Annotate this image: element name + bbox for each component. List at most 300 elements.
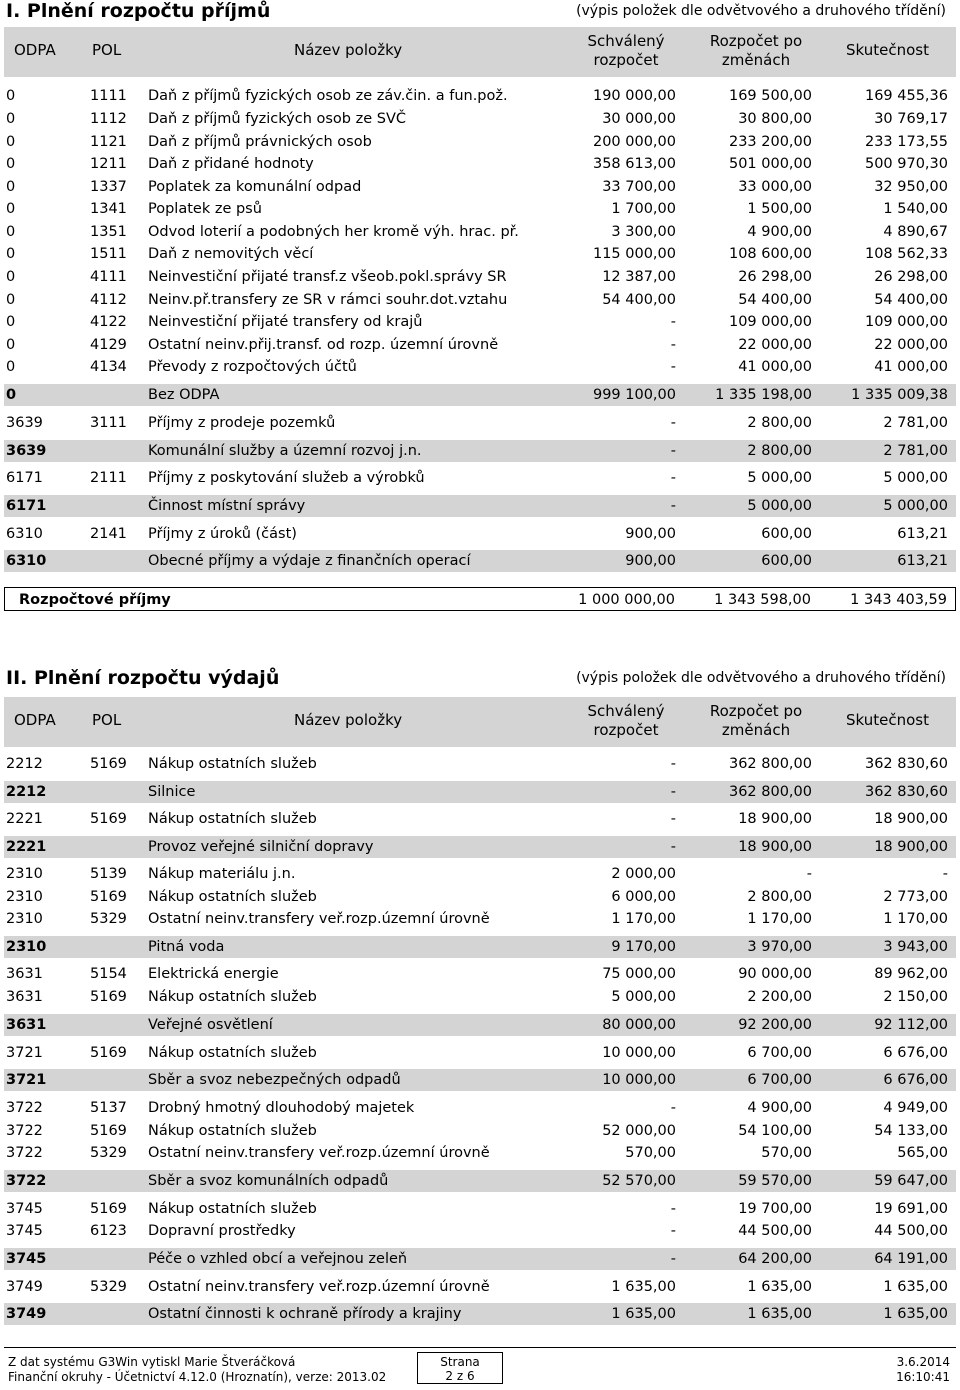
cell-rozpocet: 54 400,00: [738, 292, 812, 308]
table-row: [4, 131, 956, 153]
cell-odpa: 3721: [6, 1072, 47, 1088]
table-row: [4, 863, 956, 885]
cell-schvaleny: -: [670, 1251, 676, 1267]
cell-schvaleny: 9 170,00: [611, 939, 676, 955]
cell-skutecnost: 4 949,00: [883, 1100, 948, 1116]
table-row: [4, 1120, 956, 1142]
cell-schvaleny: -: [670, 470, 676, 486]
cell-rozpocet: 2 800,00: [747, 889, 812, 905]
col-schvaleny: [574, 32, 678, 70]
cell-rozpocet: 3 970,00: [747, 939, 812, 955]
cell-skutecnost: 2 781,00: [883, 443, 948, 459]
cell-pol: 2141: [90, 526, 127, 542]
cell-pol: 1111: [90, 88, 127, 104]
table-row: [4, 243, 956, 265]
cell-skutecnost: 362 830,60: [864, 756, 948, 772]
cell-pol: 5329: [90, 911, 127, 927]
col-schvaleny-line1: Schválený: [587, 32, 665, 50]
income-total-rozpocet: 1 343 598,00: [714, 592, 811, 608]
cell-name: Nákup ostatních služeb: [148, 1123, 317, 1139]
table-total-row: [4, 550, 956, 572]
cell-rozpocet: 92 200,00: [738, 1017, 812, 1033]
section-1-roman: I.: [6, 0, 21, 22]
cell-odpa: 3745: [6, 1251, 47, 1267]
table-row: [4, 334, 956, 356]
cell-skutecnost: 109 000,00: [864, 314, 948, 330]
cell-schvaleny: 52 000,00: [602, 1123, 676, 1139]
cell-skutecnost: 26 298,00: [874, 269, 948, 285]
cell-skutecnost: 1 170,00: [883, 911, 948, 927]
cell-pol: 1337: [90, 179, 127, 195]
cell-odpa: 3639: [6, 415, 43, 431]
table-row: [4, 85, 956, 107]
cell-skutecnost: 613,21: [897, 526, 948, 542]
cell-odpa: 0: [6, 269, 16, 285]
col-name: Název položky: [294, 41, 403, 59]
cell-rozpocet: 44 500,00: [738, 1223, 812, 1239]
cell-schvaleny: 75 000,00: [602, 966, 676, 982]
cell-name: Ostatní činnosti k ochraně přírody a krajiny: [148, 1306, 462, 1322]
cell-rozpocet: 233 200,00: [728, 134, 812, 150]
cell-skutecnost: 19 691,00: [874, 1201, 948, 1217]
cell-pol: 1351: [90, 224, 127, 240]
cell-skutecnost: 2 781,00: [883, 415, 948, 431]
cell-rozpocet: 5 000,00: [747, 498, 812, 514]
cell-odpa: 2310: [6, 939, 47, 955]
col-rozpocet-line1: Rozpočet po: [709, 702, 803, 720]
footer-page-box: [417, 1352, 503, 1384]
cell-rozpocet: 33 000,00: [738, 179, 812, 195]
page-footer: [4, 1347, 956, 1387]
cell-pol: 4111: [90, 269, 127, 285]
cell-odpa: 3749: [6, 1279, 43, 1295]
cell-odpa: 3639: [6, 443, 47, 459]
cell-skutecnost: 5 000,00: [883, 498, 948, 514]
cell-rozpocet: 600,00: [761, 553, 812, 569]
cell-odpa: 0: [6, 179, 16, 195]
expense-table-header: [4, 697, 956, 747]
cell-name: Neinvestiční přijaté transf.z všeob.pokl.správy SR: [148, 269, 507, 285]
cell-pol: 1112: [90, 111, 127, 127]
col-odpa: ODPA: [14, 711, 56, 729]
cell-skutecnost: -: [942, 866, 948, 882]
table-row: [4, 289, 956, 311]
cell-odpa: 3749: [6, 1306, 47, 1322]
cell-pol: 1511: [90, 246, 127, 262]
cell-name: Příjmy z prodeje pozemků: [148, 415, 336, 431]
table-total-row: [4, 440, 956, 462]
cell-rozpocet: 22 000,00: [738, 337, 812, 353]
cell-schvaleny: -: [670, 314, 676, 330]
table-row: [4, 1142, 956, 1164]
table-row: [4, 1220, 956, 1242]
cell-schvaleny: 5 000,00: [611, 989, 676, 1005]
cell-skutecnost: 6 676,00: [883, 1072, 948, 1088]
cell-pol: 4112: [90, 292, 127, 308]
cell-name: Provoz veřejné silniční dopravy: [148, 839, 374, 855]
cell-rozpocet: 1 335 198,00: [715, 387, 812, 403]
cell-name: Komunální služby a územní rozvoj j.n.: [148, 443, 422, 459]
cell-odpa: 0: [6, 246, 16, 262]
cell-pol: 5169: [90, 811, 127, 827]
cell-skutecnost: 1 635,00: [883, 1306, 948, 1322]
cell-schvaleny: 570,00: [625, 1145, 676, 1161]
col-schvaleny: [574, 702, 678, 740]
section-2-roman: II.: [6, 667, 28, 689]
cell-rozpocet: 169 500,00: [728, 88, 812, 104]
cell-rozpocet: 501 000,00: [728, 156, 812, 172]
cell-schvaleny: 1 635,00: [611, 1306, 676, 1322]
cell-odpa: 0: [6, 111, 16, 127]
cell-name: Dopravní prostředky: [148, 1223, 296, 1239]
cell-skutecnost: 64 191,00: [874, 1251, 948, 1267]
cell-skutecnost: 4 890,67: [883, 224, 948, 240]
cell-odpa: 6171: [6, 470, 43, 486]
table-row: [4, 221, 956, 243]
cell-skutecnost: 22 000,00: [874, 337, 948, 353]
cell-odpa: 0: [6, 224, 16, 240]
table-row: [4, 198, 956, 220]
cell-name: Ostatní neinv.přij.transf. od rozp. územní úrovně: [148, 337, 499, 353]
cell-rozpocet: 1 500,00: [747, 201, 812, 217]
cell-skutecnost: 2 150,00: [883, 989, 948, 1005]
footer-system: Finanční okruhy - Účetnictví 4.12.0 (Hroznatín), verze: 2013.02: [8, 1370, 387, 1384]
cell-name: Veřejné osvětlení: [148, 1017, 273, 1033]
cell-rozpocet: 109 000,00: [728, 314, 812, 330]
footer-time: 16:10:41: [896, 1370, 950, 1384]
section-1-subtitle: (výpis položek dle odvětvového a druhového třídění): [576, 3, 946, 19]
cell-skutecnost: 500 970,30: [864, 156, 948, 172]
cell-odpa: 0: [6, 359, 16, 375]
cell-name: Daň z příjmů fyzických osob ze záv.čin. a fun.pož.: [148, 88, 508, 104]
cell-rozpocet: 4 900,00: [747, 1100, 812, 1116]
table-total-row: [4, 495, 956, 517]
table-row: [4, 412, 956, 434]
footer-date: 3.6.2014: [896, 1355, 950, 1369]
footer-page-label: Strana: [440, 1355, 480, 1369]
cell-schvaleny: 30 000,00: [602, 111, 676, 127]
cell-name: Silnice: [148, 784, 196, 800]
table-total-row: [4, 1303, 956, 1325]
cell-name: Elektrická energie: [148, 966, 279, 982]
table-total-row: [4, 1014, 956, 1036]
cell-skutecnost: 54 133,00: [874, 1123, 948, 1139]
cell-odpa: 6171: [6, 498, 47, 514]
cell-odpa: 3631: [6, 966, 43, 982]
cell-skutecnost: 92 112,00: [874, 1017, 948, 1033]
cell-name: Nákup ostatních služeb: [148, 1045, 317, 1061]
cell-schvaleny: -: [670, 337, 676, 353]
cell-rozpocet: 1 635,00: [747, 1306, 812, 1322]
col-skutecnost: Skutečnost: [846, 711, 929, 729]
cell-name: Poplatek za komunální odpad: [148, 179, 362, 195]
cell-rozpocet: -: [806, 866, 812, 882]
cell-schvaleny: 80 000,00: [602, 1017, 676, 1033]
cell-pol: 5169: [90, 889, 127, 905]
cell-skutecnost: 41 000,00: [874, 359, 948, 375]
cell-schvaleny: -: [670, 784, 676, 800]
cell-odpa: 3722: [6, 1145, 43, 1161]
cell-pol: 4129: [90, 337, 127, 353]
cell-rozpocet: 2 800,00: [747, 415, 812, 431]
income-total-label: Rozpočtové příjmy: [19, 592, 171, 608]
table-row: [4, 266, 956, 288]
table-total-row: [4, 1248, 956, 1270]
table-row: [4, 753, 956, 775]
cell-name: Nákup materiálu j.n.: [148, 866, 296, 882]
cell-pol: 5137: [90, 1100, 127, 1116]
cell-name: Odvod loterií a podobných her kromě výh. hrac. př.: [148, 224, 519, 240]
cell-name: Pitná voda: [148, 939, 225, 955]
cell-schvaleny: 6 000,00: [611, 889, 676, 905]
cell-name: Převody z rozpočtových účtů: [148, 359, 357, 375]
cell-skutecnost: 565,00: [897, 1145, 948, 1161]
section-1-title-text: Plnění rozpočtu příjmů: [26, 0, 271, 22]
footer-divider: [4, 1347, 956, 1348]
table-row: [4, 467, 956, 489]
cell-pol: 4134: [90, 359, 127, 375]
cell-schvaleny: -: [670, 359, 676, 375]
cell-schvaleny: -: [670, 756, 676, 772]
cell-rozpocet: 362 800,00: [728, 784, 812, 800]
col-rozpocet: [700, 702, 812, 740]
cell-rozpocet: 18 900,00: [738, 839, 812, 855]
cell-schvaleny: -: [670, 498, 676, 514]
cell-schvaleny: 200 000,00: [592, 134, 676, 150]
cell-name: Sběr a svoz nebezpečných odpadů: [148, 1072, 401, 1088]
cell-rozpocet: 19 700,00: [738, 1201, 812, 1217]
cell-name: Daň z příjmů fyzických osob ze SVČ: [148, 111, 406, 127]
cell-name: Nákup ostatních služeb: [148, 1201, 317, 1217]
cell-pol: 1341: [90, 201, 127, 217]
cell-skutecnost: 18 900,00: [874, 839, 948, 855]
cell-schvaleny: 33 700,00: [602, 179, 676, 195]
cell-schvaleny: -: [670, 1100, 676, 1116]
table-row: [4, 108, 956, 130]
income-total-row: [4, 587, 956, 611]
cell-rozpocet: 26 298,00: [738, 269, 812, 285]
cell-skutecnost: 1 335 009,38: [851, 387, 948, 403]
cell-odpa: 3722: [6, 1123, 43, 1139]
cell-schvaleny: 52 570,00: [602, 1173, 676, 1189]
table-row: [4, 963, 956, 985]
cell-odpa: 3721: [6, 1045, 43, 1061]
cell-rozpocet: 4 900,00: [747, 224, 812, 240]
cell-skutecnost: 1 635,00: [883, 1279, 948, 1295]
cell-odpa: 3722: [6, 1173, 47, 1189]
cell-skutecnost: 54 400,00: [874, 292, 948, 308]
cell-skutecnost: 108 562,33: [864, 246, 948, 262]
income-total-schvaleny: 1 000 000,00: [578, 592, 675, 608]
col-name: Název položky: [294, 711, 403, 729]
cell-odpa: 3745: [6, 1223, 43, 1239]
cell-rozpocet: 41 000,00: [738, 359, 812, 375]
section-1-title: [6, 0, 270, 22]
cell-odpa: 3745: [6, 1201, 43, 1217]
cell-name: Neinv.př.transfery ze SR v rámci souhr.dot.vztahu: [148, 292, 508, 308]
cell-rozpocet: 6 700,00: [747, 1072, 812, 1088]
cell-rozpocet: 2 200,00: [747, 989, 812, 1005]
cell-schvaleny: 12 387,00: [602, 269, 676, 285]
income-total-skutecnost: 1 343 403,59: [850, 592, 947, 608]
cell-skutecnost: 169 455,36: [864, 88, 948, 104]
cell-schvaleny: 1 700,00: [611, 201, 676, 217]
cell-skutecnost: 30 769,17: [874, 111, 948, 127]
cell-odpa: 0: [6, 201, 16, 217]
cell-odpa: 6310: [6, 526, 43, 542]
cell-pol: 5169: [90, 1045, 127, 1061]
cell-skutecnost: 2 773,00: [883, 889, 948, 905]
footer-printed-by: Z dat systému G3Win vytiskl Marie Štveráčková: [8, 1355, 296, 1369]
cell-schvaleny: -: [670, 1201, 676, 1217]
section-2-title: [6, 667, 279, 689]
cell-name: Nákup ostatních služeb: [148, 889, 317, 905]
cell-name: Obecné příjmy a výdaje z finančních operací: [148, 553, 471, 569]
cell-pol: 1211: [90, 156, 127, 172]
cell-schvaleny: -: [670, 1223, 676, 1239]
cell-odpa: 2212: [6, 784, 47, 800]
cell-pol: 4122: [90, 314, 127, 330]
cell-skutecnost: 1 540,00: [883, 201, 948, 217]
cell-odpa: 2310: [6, 911, 43, 927]
cell-name: Drobný hmotný dlouhodobý majetek: [148, 1100, 415, 1116]
cell-rozpocet: 5 000,00: [747, 470, 812, 486]
cell-skutecnost: 3 943,00: [883, 939, 948, 955]
col-rozpocet: [700, 32, 812, 70]
cell-odpa: 2221: [6, 839, 47, 855]
cell-schvaleny: -: [670, 811, 676, 827]
table-row: [4, 356, 956, 378]
cell-schvaleny: 2 000,00: [611, 866, 676, 882]
cell-odpa: 0: [6, 337, 16, 353]
cell-schvaleny: -: [670, 415, 676, 431]
cell-rozpocet: 59 570,00: [738, 1173, 812, 1189]
table-row: [4, 1276, 956, 1298]
cell-name: Bez ODPA: [148, 387, 220, 403]
cell-name: Neinvestiční přijaté transfery od krajů: [148, 314, 423, 330]
cell-pol: 3111: [90, 415, 127, 431]
table-row: [4, 176, 956, 198]
cell-rozpocet: 1 170,00: [747, 911, 812, 927]
cell-rozpocet: 2 800,00: [747, 443, 812, 459]
cell-odpa: 3631: [6, 1017, 47, 1033]
cell-name: Ostatní neinv.transfery veř.rozp.územní úrovně: [148, 1145, 490, 1161]
footer-page-value: 2 z 6: [445, 1369, 475, 1383]
cell-rozpocet: 108 600,00: [728, 246, 812, 262]
cell-odpa: 2212: [6, 756, 43, 772]
table-row: [4, 1198, 956, 1220]
col-pol: POL: [92, 41, 122, 59]
cell-skutecnost: 6 676,00: [883, 1045, 948, 1061]
cell-pol: 6123: [90, 1223, 127, 1239]
cell-skutecnost: 5 000,00: [883, 470, 948, 486]
table-total-row: [4, 384, 956, 406]
table-total-row: [4, 781, 956, 803]
cell-name: Nákup ostatních služeb: [148, 756, 317, 772]
section-2-subtitle: (výpis položek dle odvětvového a druhového třídění): [576, 670, 946, 686]
cell-odpa: 2310: [6, 866, 43, 882]
cell-rozpocet: 30 800,00: [738, 111, 812, 127]
table-total-row: [4, 836, 956, 858]
cell-skutecnost: 44 500,00: [874, 1223, 948, 1239]
cell-odpa: 0: [6, 387, 17, 403]
table-row: [4, 311, 956, 333]
table-row: [4, 808, 956, 830]
cell-schvaleny: 900,00: [625, 553, 676, 569]
cell-pol: 5169: [90, 756, 127, 772]
cell-pol: 2111: [90, 470, 127, 486]
cell-pol: 5329: [90, 1145, 127, 1161]
cell-rozpocet: 54 100,00: [738, 1123, 812, 1139]
cell-name: Daň z nemovitých věcí: [148, 246, 314, 262]
cell-odpa: 0: [6, 292, 16, 308]
cell-rozpocet: 90 000,00: [738, 966, 812, 982]
cell-schvaleny: 54 400,00: [602, 292, 676, 308]
cell-schvaleny: 190 000,00: [592, 88, 676, 104]
table-total-row: [4, 1170, 956, 1192]
cell-rozpocet: 570,00: [761, 1145, 812, 1161]
cell-odpa: 3631: [6, 989, 43, 1005]
cell-pol: 5154: [90, 966, 127, 982]
cell-pol: 5169: [90, 989, 127, 1005]
table-row: [4, 1097, 956, 1119]
col-rozpocet-line1: Rozpočet po: [709, 32, 803, 50]
cell-rozpocet: 18 900,00: [738, 811, 812, 827]
col-odpa: ODPA: [14, 41, 56, 59]
cell-odpa: 0: [6, 88, 16, 104]
col-skutecnost: Skutečnost: [846, 41, 929, 59]
cell-odpa: 0: [6, 134, 16, 150]
col-schvaleny-line2: rozpočet: [593, 721, 659, 739]
cell-schvaleny: 10 000,00: [602, 1045, 676, 1061]
cell-pol: 1121: [90, 134, 127, 150]
cell-schvaleny: -: [670, 443, 676, 459]
cell-schvaleny: 999 100,00: [592, 387, 676, 403]
income-table-header: [4, 27, 956, 77]
section-2-title-text: Plnění rozpočtu výdajů: [33, 667, 280, 689]
cell-pol: 5139: [90, 866, 127, 882]
cell-rozpocet: 64 200,00: [738, 1251, 812, 1267]
cell-name: Daň z příjmů právnických osob: [148, 134, 372, 150]
cell-schvaleny: 1 635,00: [611, 1279, 676, 1295]
cell-pol: 5169: [90, 1123, 127, 1139]
cell-name: Daň z přidané hodnoty: [148, 156, 314, 172]
cell-skutecnost: 613,21: [897, 553, 948, 569]
cell-rozpocet: 362 800,00: [728, 756, 812, 772]
cell-name: Poplatek ze psů: [148, 201, 262, 217]
cell-odpa: 2221: [6, 811, 43, 827]
cell-name: Sběr a svoz komunálních odpadů: [148, 1173, 389, 1189]
cell-skutecnost: 89 962,00: [874, 966, 948, 982]
cell-name: Ostatní neinv.transfery veř.rozp.územní úrovně: [148, 1279, 490, 1295]
cell-skutecnost: 362 830,60: [864, 784, 948, 800]
cell-odpa: 6310: [6, 553, 47, 569]
cell-odpa: 0: [6, 156, 16, 172]
cell-odpa: 0: [6, 314, 16, 330]
col-pol: POL: [92, 711, 122, 729]
cell-name: Péče o vzhled obcí a veřejnou zeleň: [148, 1251, 408, 1267]
cell-schvaleny: 900,00: [625, 526, 676, 542]
cell-name: Činnost místní správy: [148, 498, 306, 514]
cell-odpa: 2310: [6, 889, 43, 905]
col-rozpocet-line2: změnách: [721, 721, 791, 739]
cell-rozpocet: 1 635,00: [747, 1279, 812, 1295]
cell-name: Příjmy z poskytování služeb a výrobků: [148, 470, 425, 486]
cell-schvaleny: 10 000,00: [602, 1072, 676, 1088]
col-schvaleny-line2: rozpočet: [593, 51, 659, 69]
cell-schvaleny: 1 170,00: [611, 911, 676, 927]
table-row: [4, 1042, 956, 1064]
